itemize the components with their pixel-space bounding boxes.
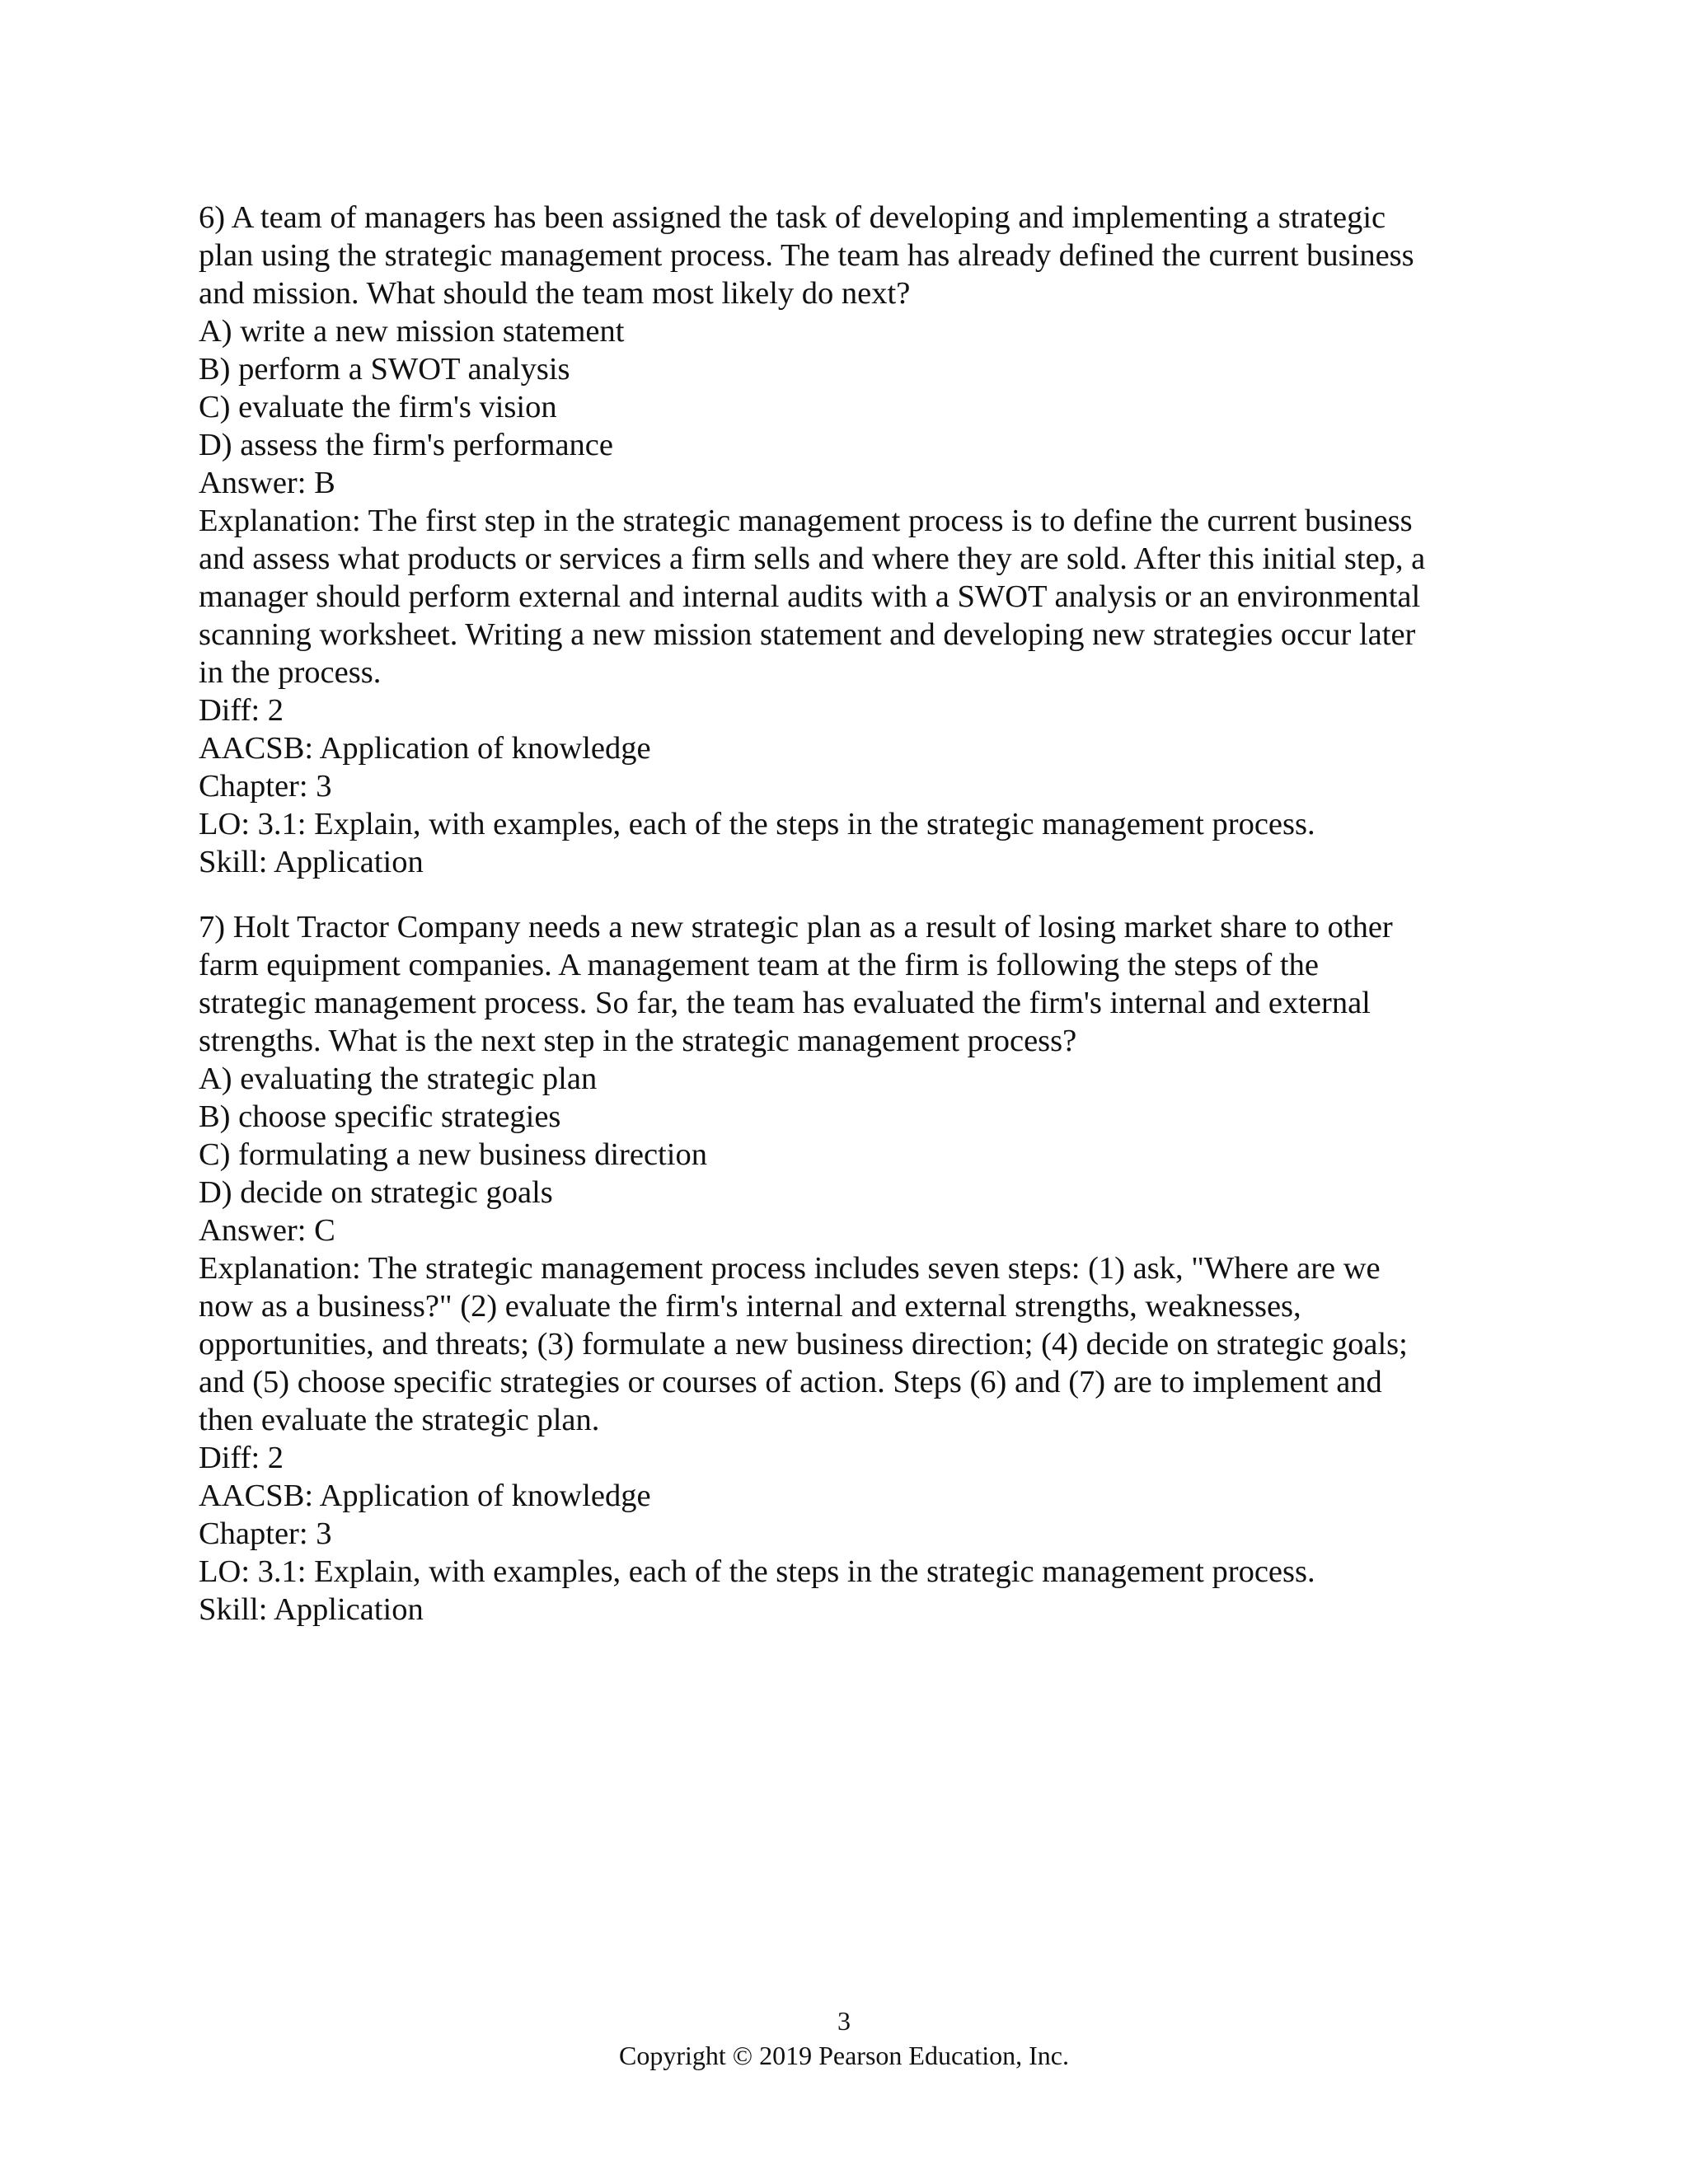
question-stem <box>199 908 1501 1060</box>
answer-options <box>199 312 1501 464</box>
learning-objective: LO: 3.1: Explain, with examples, each of the steps in the strategic management process. <box>199 807 1315 841</box>
explanation-line: opportunities, and threats; (3) formulate a new business direction; (4) decide on strategic goals; <box>199 1327 1408 1361</box>
question-6 <box>199 199 1501 881</box>
answer-key: Answer: B <box>199 466 335 500</box>
explanation-line: Explanation: The first step in the strategic management process is to define the current business <box>199 504 1413 538</box>
explanation-line: manager should perform external and internal audits with a SWOT analysis or an environmental <box>199 579 1421 614</box>
aacsb-tag: AACSB: Application of knowledge <box>199 1479 651 1513</box>
option-c: C) formulating a new business direction <box>199 1137 707 1172</box>
explanation <box>199 502 1501 691</box>
skill-tag: Skill: Application <box>199 1592 424 1627</box>
difficulty: Diff: 2 <box>199 1441 284 1475</box>
explanation-line: then evaluate the strategic plan. <box>199 1403 600 1437</box>
option-c: C) evaluate the firm's vision <box>199 390 557 424</box>
chapter-tag: Chapter: 3 <box>199 1516 332 1551</box>
stem-line: 6) A team of managers has been assigned the task of developing and implementing a strategic <box>199 200 1386 235</box>
option-a: A) evaluating the strategic plan <box>199 1062 598 1096</box>
explanation-line: and assess what products or services a firm sells and where they are sold. After this initial step, a <box>199 541 1426 576</box>
explanation-line: and (5) choose specific strategies or courses of action. Steps (6) and (7) are to implement and <box>199 1365 1382 1399</box>
question-7 <box>199 908 1501 1629</box>
difficulty: Diff: 2 <box>199 693 284 728</box>
option-a: A) write a new mission statement <box>199 314 625 349</box>
option-b: B) perform a SWOT analysis <box>199 352 570 387</box>
page-content <box>199 199 1501 1656</box>
chapter-tag: Chapter: 3 <box>199 769 332 804</box>
explanation-line: scanning worksheet. Writing a new mission statement and developing new strategies occur later <box>199 617 1416 652</box>
explanation-line: in the process. <box>199 655 382 690</box>
stem-line: and mission. What should the team most likely do next? <box>199 276 911 311</box>
explanation <box>199 1249 1501 1439</box>
stem-line: farm equipment companies. A management team at the firm is following the steps of the <box>199 948 1319 982</box>
stem-line: strengths. What is the next step in the strategic management process? <box>199 1024 1077 1058</box>
option-d: D) decide on strategic goals <box>199 1175 553 1210</box>
question-stem <box>199 199 1501 312</box>
stem-line: plan using the strategic management process. The team has already defined the current business <box>199 238 1414 273</box>
explanation-line: Explanation: The strategic management process includes seven steps: (1) ask, "Where are we <box>199 1251 1381 1286</box>
explanation-line: now as a business?" (2) evaluate the firm's internal and external strengths, weaknesses, <box>199 1289 1301 1324</box>
skill-tag: Skill: Application <box>199 845 424 879</box>
option-d: D) assess the firm's performance <box>199 428 613 462</box>
page-number: 3 <box>837 2006 851 2036</box>
aacsb-tag: AACSB: Application of knowledge <box>199 731 651 766</box>
stem-line: strategic management process. So far, the team has evaluated the firm's internal and external <box>199 986 1371 1020</box>
answer-key: Answer: C <box>199 1213 335 1248</box>
option-b: B) choose specific strategies <box>199 1099 561 1134</box>
copyright-notice: Copyright © 2019 Pearson Education, Inc. <box>619 2041 1069 2070</box>
stem-line: 7) Holt Tractor Company needs a new strategic plan as a result of losing market share to other <box>199 910 1393 944</box>
answer-options <box>199 1060 1501 1212</box>
learning-objective: LO: 3.1: Explain, with examples, each of the steps in the strategic management process. <box>199 1554 1315 1589</box>
